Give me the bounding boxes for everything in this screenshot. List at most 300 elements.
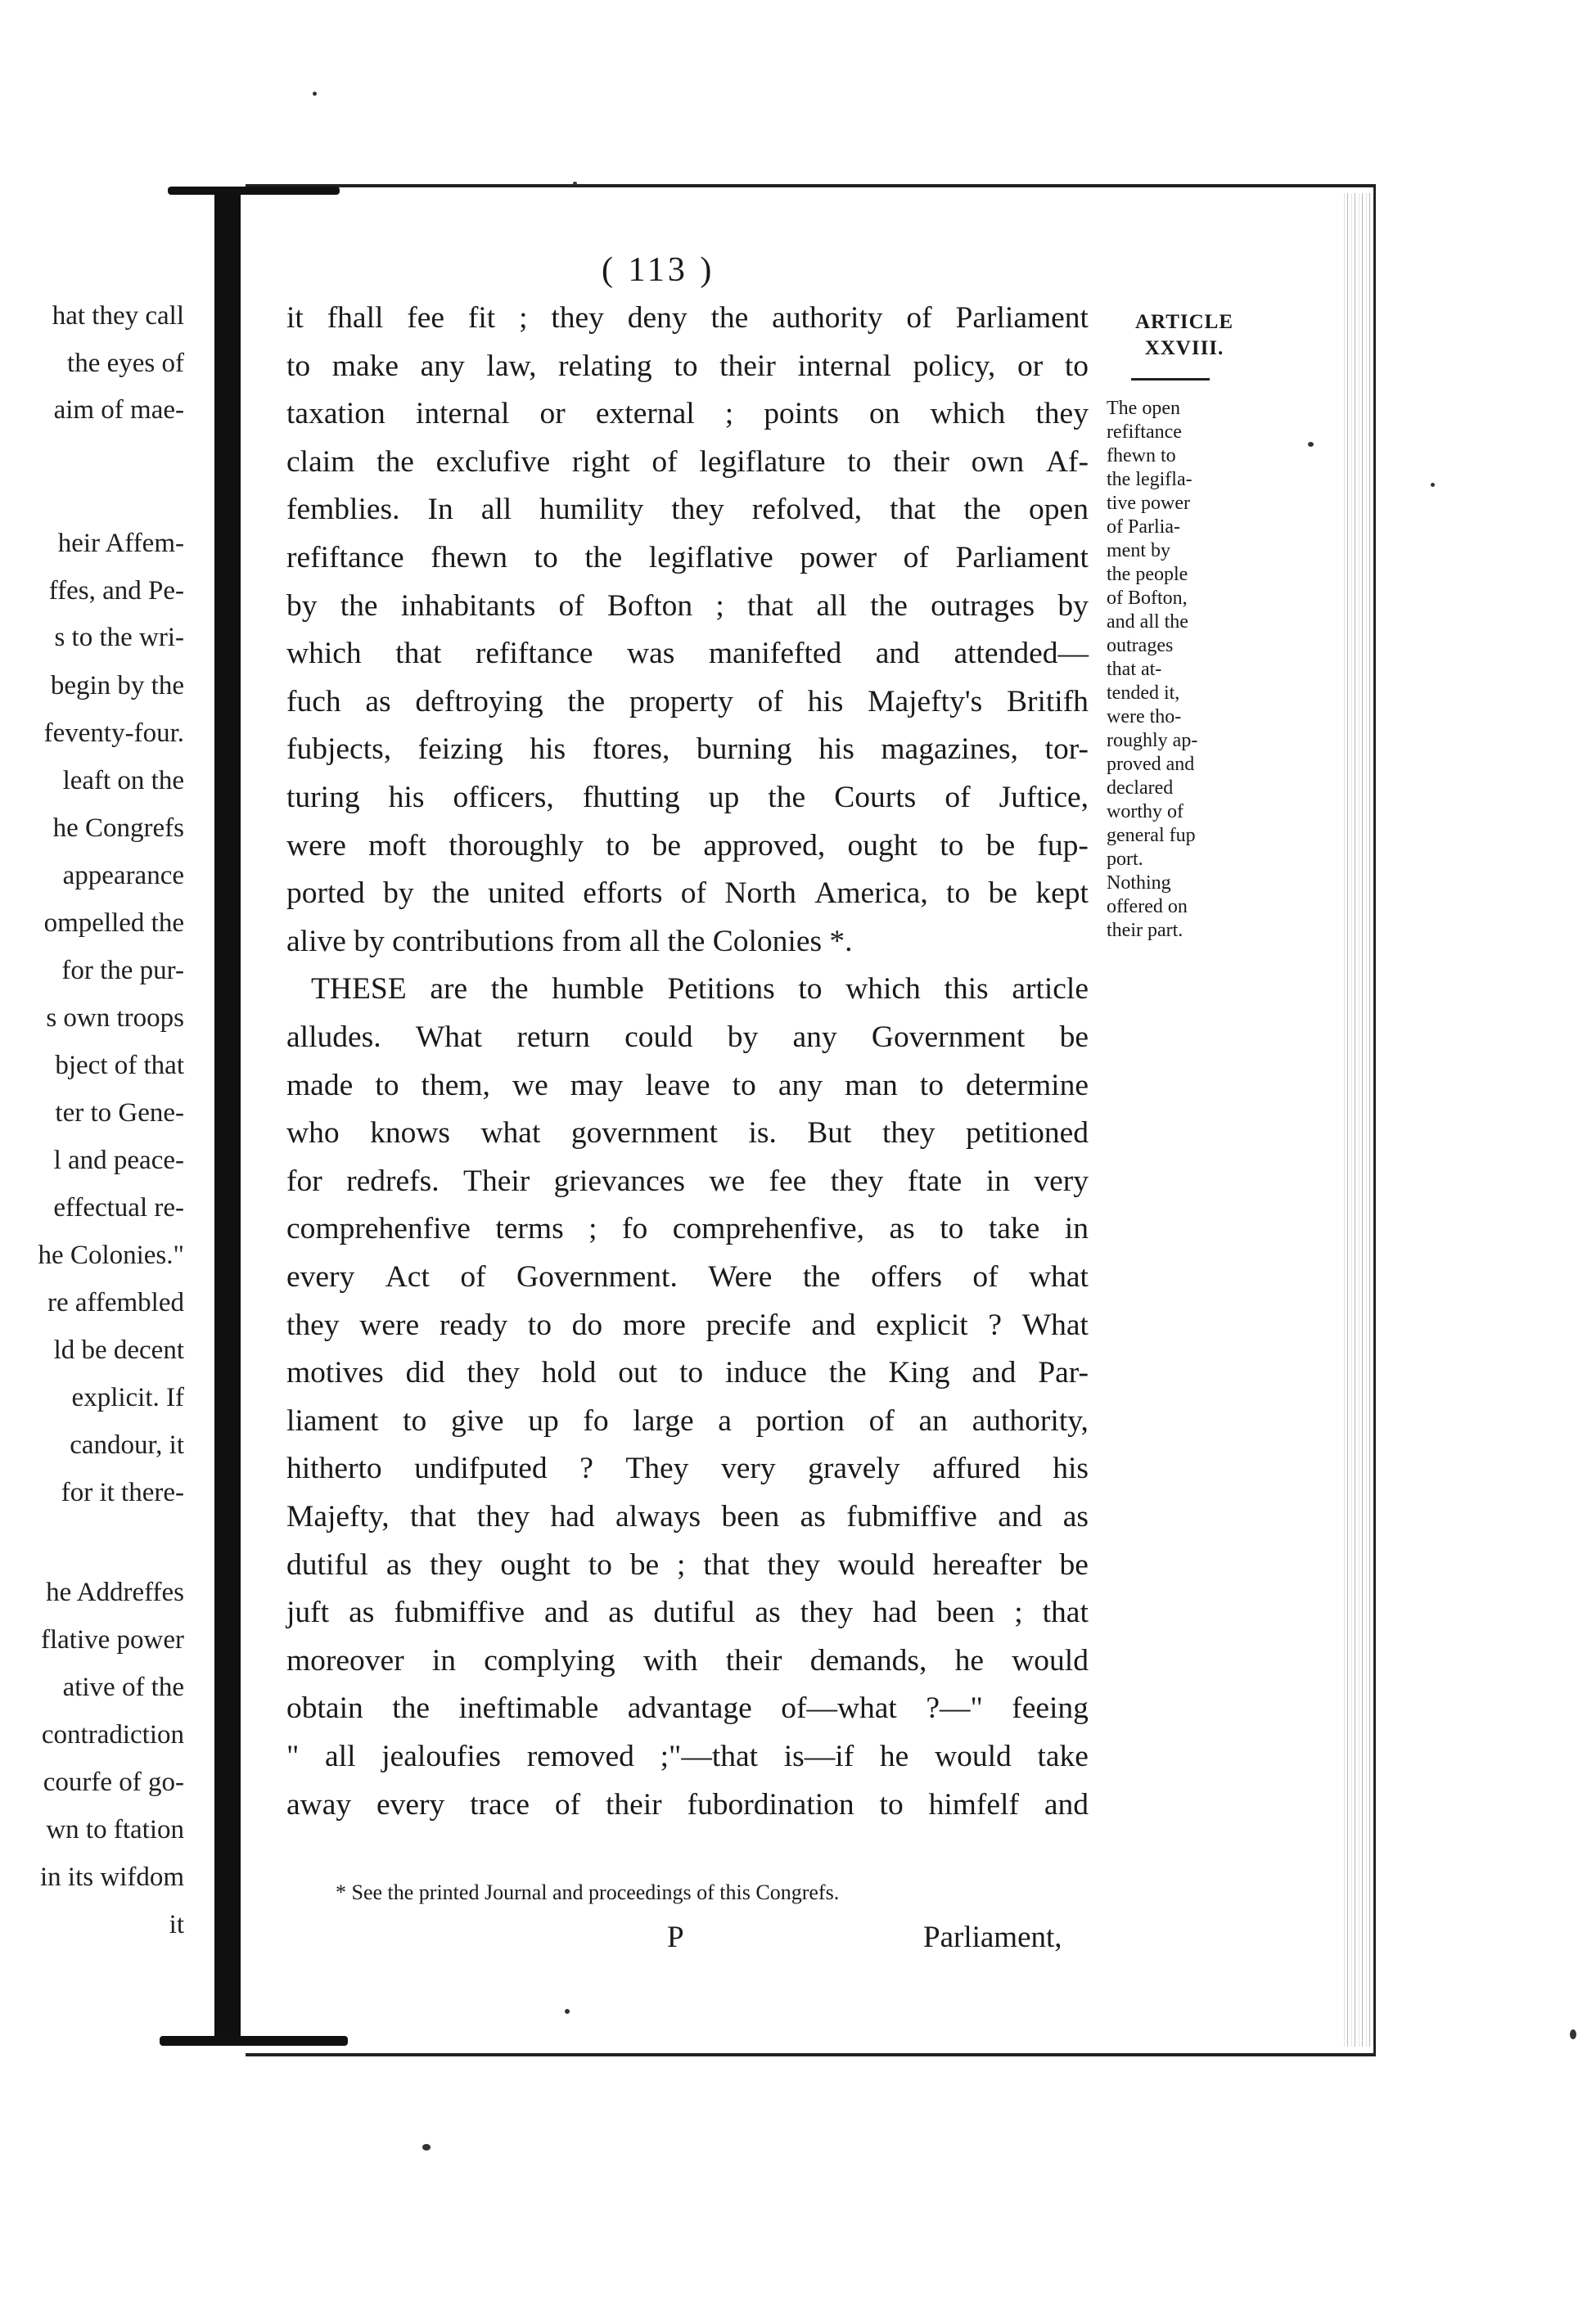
body-word: to (940, 828, 964, 862)
body-word: inhabitants (400, 588, 536, 623)
body-word: moft (368, 828, 426, 862)
body-word: fubjects, (286, 732, 392, 767)
body-word: their (893, 444, 949, 479)
previous-page-line: effectual re- (53, 1193, 184, 1223)
body-word: government (570, 1116, 718, 1151)
body-word: he (879, 1740, 909, 1773)
body-word: motives (286, 1356, 384, 1390)
body-word: the (376, 444, 414, 479)
body-word: by (383, 876, 414, 911)
body-word: their (605, 1787, 662, 1822)
body-line (286, 351, 1089, 382)
body-word: what (480, 1116, 541, 1151)
body-word: more (622, 1308, 686, 1342)
body-word: make (331, 349, 399, 383)
body-word: as (349, 1596, 375, 1630)
body-line (286, 684, 1089, 718)
body-word: advantage (627, 1691, 752, 1726)
body-word: feizing (417, 732, 503, 767)
body-word: would (935, 1740, 1012, 1773)
body-word: his (530, 732, 566, 767)
body-word: to (946, 876, 971, 911)
body-line (286, 1741, 1089, 1772)
ink-speck (1570, 2029, 1576, 2039)
body-word: they (830, 1164, 884, 1198)
body-word: the (432, 876, 470, 911)
body-word: of (680, 876, 707, 911)
body-word: points (764, 397, 839, 431)
body-word: humble (552, 972, 644, 1007)
body-word: they (767, 1547, 820, 1582)
body-word: they (429, 1547, 483, 1582)
sidenote-line: of Bofton, (1107, 588, 1188, 609)
body-word: that (1042, 1596, 1089, 1630)
body-word: the (490, 972, 529, 1007)
body-word: very (1034, 1164, 1089, 1198)
body-word: united (488, 876, 565, 911)
body-line (286, 1403, 1089, 1438)
body-word: What (415, 1020, 483, 1054)
body-word: to (940, 1212, 964, 1246)
body-word: his (807, 684, 844, 718)
body-word: relating (558, 349, 652, 383)
sidenote-line: port. (1107, 849, 1143, 870)
body-line (286, 1310, 1089, 1341)
previous-page-line: wn to ftation (46, 1815, 184, 1844)
body-word: every (286, 1260, 355, 1294)
body-word: kept (1035, 876, 1089, 911)
body-word: fubmiffive (846, 1500, 977, 1534)
body-word: they (1035, 397, 1089, 431)
body-word: which (930, 397, 1006, 431)
body-word: Were (708, 1260, 773, 1294)
body-word: they (551, 301, 604, 335)
body-word: to (879, 1787, 904, 1822)
previous-page-line: bject of that (55, 1051, 184, 1080)
body-word: feeing (1012, 1691, 1089, 1726)
body-word: THESE (311, 972, 407, 1007)
sidenote-title-article: ARTICLE (1134, 311, 1234, 333)
body-word: power (800, 541, 877, 574)
body-word: the (870, 588, 908, 623)
body-word: Their (463, 1164, 530, 1198)
body-word: right (571, 444, 630, 479)
body-word: that (410, 1500, 457, 1534)
body-word: authority, (972, 1403, 1089, 1438)
body-word: were (286, 828, 346, 862)
body-line (286, 1453, 1089, 1484)
sidenote-line: that at- (1107, 659, 1162, 680)
body-word: to (588, 1547, 612, 1582)
body-word: they (286, 1308, 340, 1342)
body-word: legiflative (648, 541, 773, 574)
body-word: to (527, 1308, 552, 1342)
sidenote-line: the legifla- (1107, 469, 1193, 490)
body-word: as (889, 1212, 915, 1246)
body-word: as (385, 1547, 413, 1582)
body-word: juft (286, 1596, 330, 1630)
body-word: explicit (876, 1308, 968, 1342)
ink-speck (313, 92, 317, 96)
body-word: undifputed (414, 1452, 548, 1486)
body-word: to (403, 1403, 427, 1438)
body-word: of (906, 301, 932, 335)
sidenote-line: outrages (1107, 635, 1174, 656)
body-word: " (286, 1740, 300, 1773)
body-word: as (1062, 1500, 1089, 1534)
body-word: precife (706, 1308, 791, 1342)
body-word: ; (715, 588, 724, 623)
body-word: be (651, 828, 682, 862)
body-line (311, 974, 1089, 1005)
body-word: up (708, 781, 740, 814)
previous-page-line: aim of mae- (53, 395, 184, 425)
body-word: deny (627, 301, 688, 335)
body-word: to (606, 828, 630, 862)
body-word: for (286, 1164, 322, 1198)
body-word: fit (467, 301, 496, 335)
body-line (286, 494, 1089, 525)
previous-page-line: for the pur- (61, 956, 184, 985)
previous-page-line: for it there- (61, 1478, 184, 1507)
previous-page-line: courfe of go- (43, 1768, 184, 1797)
body-word: and (972, 1356, 1017, 1390)
body-word: would (837, 1547, 915, 1582)
body-word: to (286, 349, 311, 383)
body-word: leave (645, 1068, 710, 1102)
body-word: alludes. (286, 1020, 381, 1054)
body-word: complying (484, 1643, 615, 1678)
body-word: of (945, 781, 971, 814)
body-line (286, 1643, 1089, 1678)
body-word: of (651, 444, 678, 479)
body-word: Majefty's (868, 684, 983, 718)
body-word: it (286, 301, 304, 335)
body-word: by (727, 1020, 759, 1054)
body-word: their (725, 1643, 782, 1678)
body-word: Juftice, (999, 781, 1089, 814)
previous-page-line: contradiction (41, 1720, 184, 1750)
sidenote-line: proved and (1107, 754, 1195, 775)
body-word: their (719, 349, 776, 383)
body-line (286, 782, 1089, 813)
body-word: had (550, 1500, 595, 1534)
body-word: this (944, 972, 989, 1007)
body-word: the (392, 1691, 431, 1726)
body-word: America, (814, 876, 928, 911)
body-word: refolved, (751, 493, 863, 527)
body-word: the (963, 493, 1002, 527)
body-word: Courts (834, 781, 917, 814)
sidenote-line: The open (1107, 398, 1180, 419)
previous-page-line: ld be decent (53, 1335, 184, 1365)
body-line (286, 1547, 1089, 1582)
previous-page-line: he Addreffes (46, 1578, 184, 1607)
ink-speck (565, 2009, 570, 2014)
body-word: or (1017, 349, 1044, 383)
sidenote-line: fhewn to (1107, 445, 1176, 466)
body-word: was (627, 637, 675, 671)
body-word: could (624, 1020, 693, 1054)
marginal-note (1107, 309, 1262, 943)
body-word: ftores, (592, 732, 670, 767)
body-line (286, 1214, 1089, 1245)
body-word: efforts (583, 876, 663, 911)
body-word: ; (1014, 1596, 1023, 1630)
body-word: to (798, 972, 823, 1007)
body-word: as (365, 684, 391, 718)
body-word: ? (988, 1308, 1002, 1342)
ink-speck (573, 182, 577, 185)
body-word: as (608, 1596, 634, 1630)
body-word: Britifh (1006, 684, 1089, 718)
sidenote-line: roughly ap- (1107, 730, 1198, 751)
body-word: internal (415, 397, 510, 431)
body-word: ought (847, 828, 917, 862)
body-word: In (427, 493, 453, 527)
sidenote-line: their part. (1107, 920, 1184, 941)
body-word: ought (500, 1547, 570, 1582)
body-word: dutiful (653, 1596, 736, 1630)
body-word: fo (583, 1403, 609, 1438)
body-word: do (571, 1308, 603, 1342)
page-number: ( 113 ) (602, 251, 715, 289)
body-word: comprehenfive (286, 1212, 471, 1246)
body-word: did (405, 1356, 445, 1390)
body-word: redrefs. (346, 1164, 440, 1198)
body-word: to (679, 1356, 704, 1390)
body-word: hitherto (286, 1452, 382, 1486)
body-word: that (746, 588, 794, 623)
body-word: every (376, 1787, 445, 1822)
body-word: tor- (1044, 732, 1089, 767)
ink-speck (1431, 483, 1435, 487)
body-word: as (755, 1596, 781, 1630)
body-word: ; (676, 1547, 686, 1582)
body-line (286, 543, 1089, 574)
body-word: Parliament (955, 541, 1089, 574)
body-word: hold (541, 1356, 597, 1390)
body-word: law, (486, 349, 537, 383)
body-word: thoroughly (449, 828, 584, 862)
sidenote-line: general fup (1107, 825, 1196, 846)
body-word: to (732, 1068, 756, 1102)
body-word: were (359, 1308, 420, 1342)
body-word: article (1012, 972, 1089, 1007)
body-word: and (998, 1500, 1043, 1534)
body-word: be (985, 828, 1016, 862)
body-word: we (512, 1068, 548, 1102)
body-word: Act (385, 1260, 430, 1294)
page-edge-stack (1341, 193, 1373, 2047)
previous-page-line: candour, it (70, 1430, 184, 1460)
body-word: attended— (954, 637, 1089, 671)
previous-page-line: heir Affem- (57, 529, 184, 558)
body-word: his (818, 732, 854, 767)
body-line (286, 1118, 1089, 1149)
body-word: to (534, 541, 558, 574)
ink-speck (422, 2144, 431, 2151)
body-word: They (625, 1452, 689, 1486)
body-word: take (1037, 1740, 1089, 1773)
sidenote-rule (1131, 378, 1210, 381)
catchword: Parliament, (923, 1921, 1062, 1954)
body-word: take (988, 1212, 1040, 1246)
body-word: ;"—that (660, 1740, 759, 1773)
body-word: turing (286, 781, 360, 814)
body-word: is. (748, 1116, 777, 1151)
body-word: all (480, 493, 512, 527)
body-word: be (629, 1547, 660, 1582)
body-word: manifefted (708, 637, 842, 671)
sidenote-line: of Parlia- (1107, 516, 1180, 538)
body-word: the (710, 301, 749, 335)
body-word: his (1053, 1452, 1089, 1486)
body-word: very (720, 1452, 776, 1486)
body-word: Government (871, 1020, 1026, 1054)
body-word: an (918, 1403, 948, 1438)
previous-page-line: feventy-four. (43, 718, 184, 748)
body-word: who (286, 1116, 340, 1151)
body-word: to (919, 1068, 944, 1102)
body-word: and (875, 637, 920, 671)
body-word: all (816, 588, 847, 623)
body-line (286, 1787, 1089, 1822)
sidenote-line: Nothing (1107, 872, 1171, 894)
body-word: that (890, 493, 936, 527)
ink-speck (1308, 442, 1314, 447)
body-word: with (642, 1643, 698, 1678)
body-word: and (811, 1308, 856, 1342)
body-word: Petitions (667, 972, 775, 1007)
body-word: been (936, 1596, 995, 1630)
body-word: claim (286, 444, 355, 479)
body-word: humility (539, 493, 644, 527)
previous-page-line: appearance (62, 861, 184, 890)
body-word: property (629, 684, 733, 718)
body-word: fhutting (582, 781, 680, 814)
book-binding-gutter (214, 193, 241, 2044)
body-word: large (633, 1403, 694, 1438)
previous-page-line: explicit. If (71, 1383, 184, 1412)
body-word: knows (370, 1116, 450, 1151)
body-line (286, 303, 1089, 334)
body-word: the (768, 781, 806, 814)
body-line (286, 1502, 1089, 1533)
body-line: alive by contributions from all the Colonies *. (286, 924, 853, 958)
body-word: all (325, 1740, 356, 1773)
previous-page-line: he Colonies." (38, 1241, 184, 1270)
body-line (286, 1022, 1089, 1053)
body-word: on (869, 397, 900, 431)
body-word: return (516, 1020, 590, 1054)
sidenote-line: and all the (1107, 611, 1188, 633)
body-word: by (286, 588, 318, 623)
body-word: ; (519, 301, 528, 335)
body-word: ?—" (926, 1691, 983, 1726)
body-word: internal (797, 349, 892, 383)
previous-page-line: s to the wri- (54, 623, 184, 652)
body-line (286, 1358, 1089, 1389)
sidenote-line: worthy of (1107, 801, 1184, 822)
sidenote-line: were tho- (1107, 706, 1182, 727)
body-word: exclufive (435, 444, 551, 479)
body-word: any (778, 1068, 823, 1102)
previous-page-line: the eyes of (67, 349, 184, 378)
body-word: the (340, 588, 378, 623)
body-word: been (721, 1500, 780, 1534)
body-word: they (671, 493, 724, 527)
body-word: deftroying (415, 684, 543, 718)
body-word: may (570, 1068, 624, 1102)
body-word: that (703, 1547, 750, 1582)
body-word: ? (579, 1452, 593, 1486)
body-word: affured (932, 1452, 1021, 1486)
body-word: legiflature (699, 444, 826, 479)
sidenote-line: tive power (1107, 493, 1190, 514)
body-word: refiftance (286, 541, 404, 574)
body-word: and (1044, 1787, 1089, 1822)
body-word: they (800, 1596, 854, 1630)
previous-page-line: re affembled (47, 1288, 184, 1317)
body-word: terms (495, 1212, 564, 1246)
body-word: induce (724, 1356, 807, 1390)
body-line (286, 1693, 1089, 1724)
body-word: jealoufies (381, 1740, 501, 1773)
binding-bottom-shadow (160, 2036, 348, 2046)
body-word: in (431, 1643, 457, 1678)
previous-page-line: flative power (40, 1625, 184, 1655)
signature-mark: P (667, 1921, 684, 1954)
body-word: portion (755, 1403, 845, 1438)
sidenote-line: ment by (1107, 540, 1170, 561)
body-word: the (828, 1356, 867, 1390)
body-word: a (718, 1403, 732, 1438)
body-word: any (420, 349, 465, 383)
body-word: are (430, 972, 468, 1007)
sidenote-line: the people (1107, 564, 1188, 585)
body-word: fhewn (431, 541, 507, 574)
body-word: and (544, 1596, 589, 1630)
body-word: What (1021, 1308, 1089, 1342)
body-word: burning (696, 732, 792, 767)
body-word: of (972, 1260, 999, 1294)
body-word: they (476, 1500, 530, 1534)
body-word: Parliament (955, 301, 1089, 335)
body-word: hereafter (932, 1547, 1042, 1582)
body-word: ; (588, 1212, 597, 1246)
body-word: fee (407, 301, 445, 335)
sidenote-line: offered on (1107, 896, 1188, 917)
body-word: by (1057, 588, 1089, 623)
body-word: of (554, 1787, 581, 1822)
body-word: be (1059, 1020, 1089, 1054)
previous-page-line: leaft on the (62, 766, 184, 795)
body-line (286, 1597, 1089, 1628)
body-word: grievances (553, 1164, 685, 1198)
body-line (286, 444, 1089, 479)
previous-page-line: ompelled the (43, 908, 184, 938)
previous-page-line: ter to Gene- (55, 1098, 184, 1128)
body-word: they (467, 1356, 520, 1390)
body-word: himfelf (928, 1787, 1019, 1822)
body-word: that (395, 637, 442, 671)
body-word: away (286, 1787, 352, 1822)
sidenote-title-number: XXVIII. (1144, 337, 1224, 359)
body-word: they (881, 1116, 936, 1151)
previous-page-fragment (0, 303, 184, 1956)
body-word: Government. (516, 1260, 678, 1294)
